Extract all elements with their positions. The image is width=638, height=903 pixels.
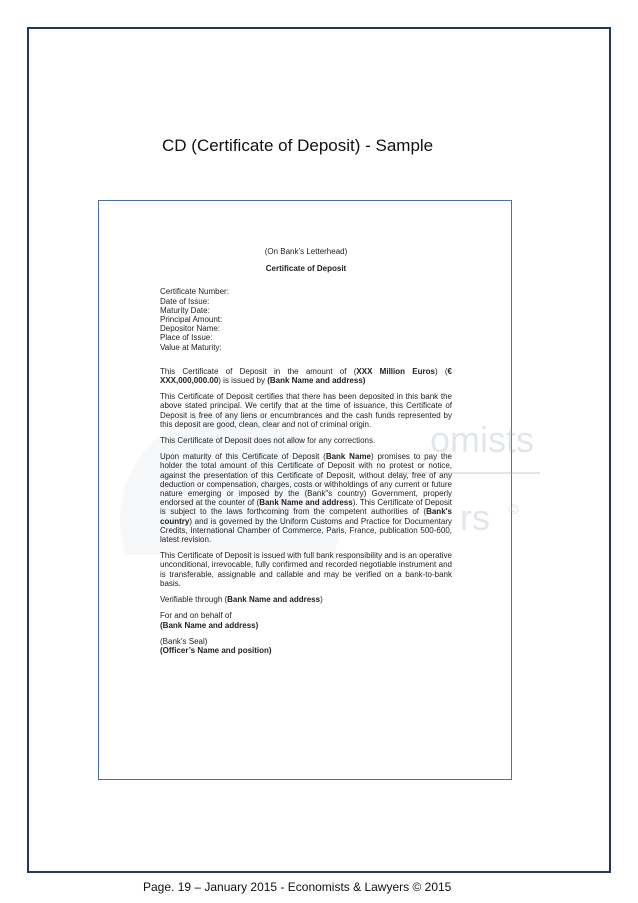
certificate-document [160,247,452,662]
field-date-of-issue: Date of Issue: [160,296,210,306]
paragraph-responsibility: This Certificate of Deposit is issued with full bank responsibility and is an operative unconditional, irrevocable, fully confirmed and recorded negotiable instrument and is transferable, assignable and callable and may be verified on a bank-to-bank basis. [160,551,452,588]
field-place-of-issue: Place of Issue: [160,333,213,343]
field-list [160,287,452,351]
paragraph-corrections: This Certificate of Deposit does not allow for any corrections. [160,436,376,446]
field-certificate-number: Certificate Number: [160,287,229,297]
behalf-block [160,611,452,629]
watermark-word-1: omists [430,419,535,460]
field-maturity-date: Maturity Date: [160,305,210,315]
watermark-word-2: rs [460,497,490,538]
behalf-line: For and on behalf of [160,611,232,621]
field-depositor-name: Depositor Name: [160,324,221,334]
watermark-copyright: © [508,501,519,517]
behalf-bank: (Bank Name and address) [160,620,259,630]
field-value-at-maturity: Value at Maturity: [160,342,222,352]
certificate-heading: Certificate of Deposit [265,264,347,274]
paragraph-verifiable: Verifiable through (Bank Name and address) [160,595,323,605]
seal-block [160,637,452,655]
paragraph-certifies: This Certificate of Deposit certifies that there has been deposited in this bank the above stated principal. We certify that at the time of issuance, this Certificate of Deposit is free of any liens or encumbrances and the cash funds represented by this deposit are good, clean, clear and not of criminal origin. [160,392,452,429]
officer-name: (Officer’s Name and position) [160,645,272,655]
paragraph-amount: This Certificate of Deposit in the amount of (XXX Million Euros) (€ XXX,000,000.00) is issued by (Bank Name and address) [160,366,452,386]
paragraph-maturity: Upon maturity of this Certificate of Deposit (Bank Name) promises to pay the holder the total amount of this Certificate of Deposit with no protest or notice, against the presentation of this Certificate of Deposit, without delay, free of any deduction or compensation, charges, costs or withholdings of any current or future nature emerging or imposed by the (Bank"s country) Government, properly endorsed at the counter of (Bank Name and address). This Certificate of Deposit is subject to the laws forthcoming from the competent authorities of (Bank's country) and is governed by the Uniform Customs and Practice for Documentary Credits, International Chamber of Commerce, Paris, France, publication 500-600, latest revision. [160,452,452,545]
page-title: CD (Certificate of Deposit) - Sample [162,136,434,155]
field-principal-amount: Principal Amount: [160,315,223,325]
bank-seal: (Bank’s Seal) [160,636,208,646]
letterhead-note: (On Bank’s Letterhead) [264,247,348,256]
page-footer: Page. 19 – January 2015 - Economists & Lawyers © 2015 [143,880,452,894]
